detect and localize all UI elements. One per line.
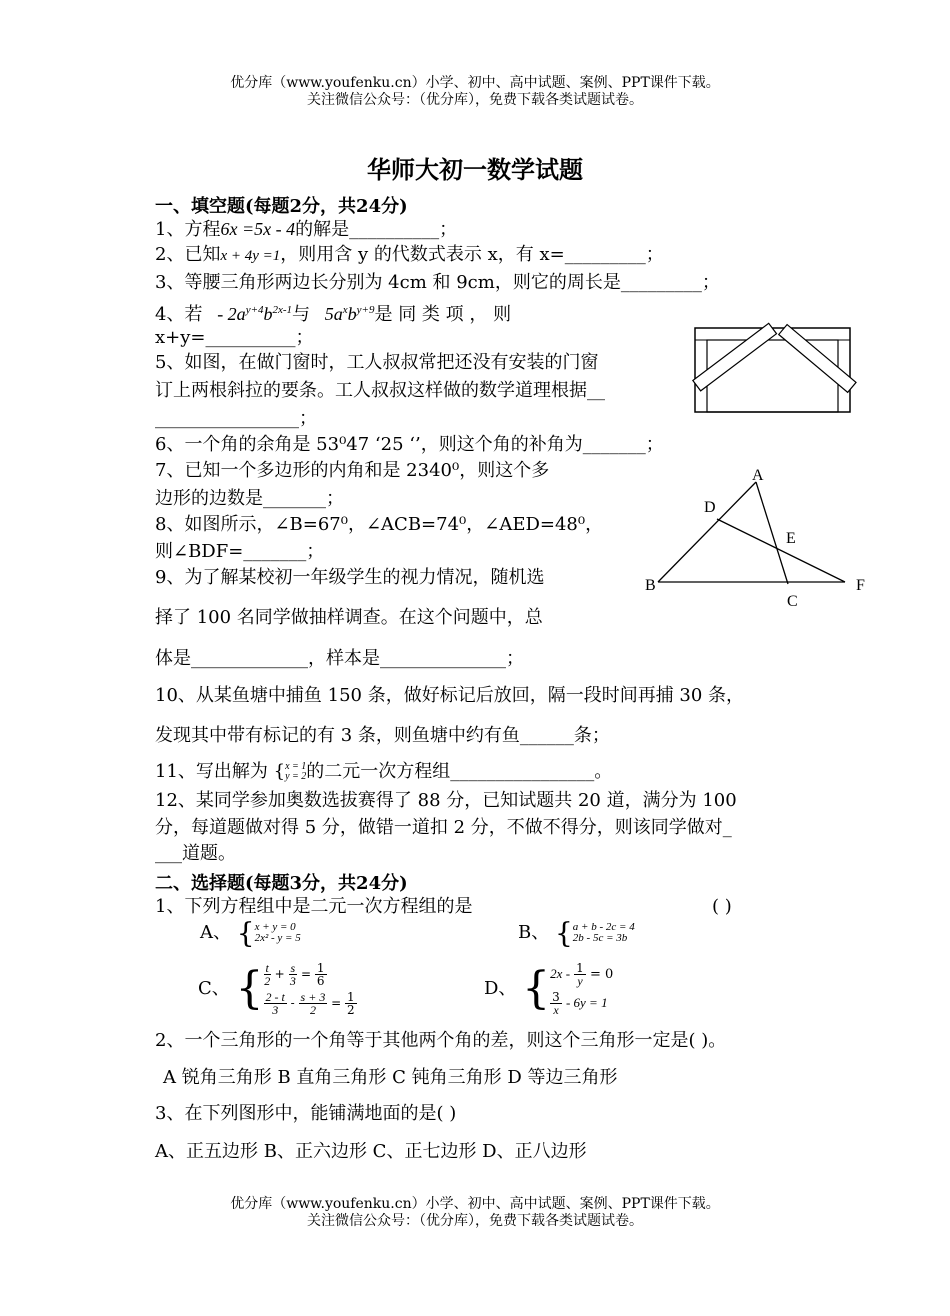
q2-text-a: 2、已知 <box>155 244 221 265</box>
option-b: B、 { a + b - 2c = 4 2b - 5c = 3b <box>518 916 635 950</box>
option-a-eq-2: 2x² - y = 5 <box>254 932 301 944</box>
option-d-r1-a: 2x - <box>550 966 571 981</box>
q11-text-a: 11、写出解为 <box>155 761 268 782</box>
q2-equation: x + 4y =1 <box>220 248 281 264</box>
option-c-r1-a-den: 2 <box>264 974 271 988</box>
question-1-7-a: 7、已知一个多边形的内角和是 2340⁰，则这个多 <box>155 460 550 481</box>
option-c-r2-c-den: 2 <box>347 1003 355 1017</box>
q4-mid: 与 <box>292 304 311 325</box>
question-1-2 <box>155 244 664 267</box>
question-1-12-a: 12、某同学参加奥数选拔赛得了 88 分，已知试题共 20 道，满分为 100 <box>155 790 737 811</box>
q4-term-1: - 2a <box>217 304 246 324</box>
option-d: D、 { 2x - $\frac{1}{y}$ = 0 $\frac{3}{x}$ - 6y = 1 <box>484 961 614 1017</box>
question-2-3-options: A、正五边形 B、正六边形 C、正七边形 D、正八边形 <box>155 1141 587 1162</box>
option-c-r2-c-num: 1 <box>347 990 355 1004</box>
question-1-4 <box>155 299 675 326</box>
question-1-9-b: 择了 100 名同学做抽样调查。在这个问题中，总 <box>155 607 543 628</box>
section-2-heading: 二、选择题(每题3分，共24分) <box>155 873 408 894</box>
question-1-4-cont: x+y=__________； <box>155 327 314 348</box>
question-1-8-a: 8、如图所示，∠B=67⁰，∠ACB=74⁰，∠AED=48⁰， <box>155 514 604 535</box>
q11-text-b: 的二元一次方程组________________。 <box>306 761 613 782</box>
footer-line-1: 优分库（www.youfenku.cn）小学、初中、高中试题、案例、PPT课件下载。 <box>230 1196 720 1212</box>
question-1-7-b: 边形的边数是_______； <box>155 488 344 509</box>
option-d-r1-num: 1 <box>576 961 584 975</box>
brace-left <box>693 323 777 391</box>
question-1-3: 3、等腰三角形两边长分别为 4cm 和 9cm，则它的周长是_________； <box>155 272 720 293</box>
q4-term-4: b <box>347 304 357 324</box>
option-c: C、 { $\frac{t}{2}$ + $\frac{s}{3}$ = $\frac{1}{6}$ $\frac{2 - t}{3}$ - $\frac{s + 3}{2}$ = $\frac{1}{2}$ <box>198 961 355 1017</box>
option-a-label: A、 <box>200 922 231 943</box>
question-2-1: 1、下列方程组中是二元一次方程组的是 <box>155 896 473 917</box>
label-C: C <box>787 593 798 610</box>
option-d-r1-b: = 0 <box>589 967 614 982</box>
q4-text-b: 是 同 类 项 ， 则 <box>374 304 512 325</box>
q1-text-b: 的解是__________； <box>295 219 458 240</box>
option-c-r1-a-num: t <box>265 961 269 975</box>
question-1-12-c: ___道题。 <box>155 843 236 864</box>
q4-term-2: b <box>263 304 273 324</box>
option-b-eq-1: a + b - 2c = 4 <box>572 921 635 933</box>
option-d-label: D、 <box>484 978 517 999</box>
option-c-r2-a-num: 2 - t <box>265 990 285 1004</box>
label-A: A <box>752 467 764 484</box>
q4-exp-3: x <box>342 304 348 316</box>
question-1-10-b: 发现其中带有标记的有 3 条，则鱼塘中约有鱼______条； <box>155 725 610 746</box>
option-b-eq-2: 2b - 5c = 3b <box>572 932 628 944</box>
option-c-r2-b-num: s + 3 <box>300 990 326 1004</box>
question-1-11 <box>155 761 612 783</box>
brace-right <box>779 325 856 393</box>
label-D: D <box>704 499 716 516</box>
header-line-2: 关注微信公众号：（优分库），免费下载各类试题试卷。 <box>307 92 643 108</box>
option-c-r1-c-den: 6 <box>316 974 325 988</box>
option-d-r1-den: y <box>577 974 583 988</box>
option-c-r2-a-den: 3 <box>272 1003 279 1017</box>
question-1-9-a: 9、为了解某校初一年级学生的视力情况，随机选 <box>155 567 545 588</box>
option-c-label: C、 <box>198 978 230 999</box>
segment-DF <box>717 519 845 582</box>
q2-text-b: ，则用含 y 的代数式表示 x，有 x=_________； <box>280 244 664 265</box>
option-d-r2-den: x <box>553 1003 559 1017</box>
segment-AB <box>658 482 756 582</box>
question-2-2: 2、一个三角形的一个角等于其他两个角的差，则这个三角形一定是( )。 <box>155 1030 727 1051</box>
q1-text-a: 1、方程 <box>155 219 221 240</box>
q11-system: { x = 1 y = 2 <box>273 761 307 782</box>
question-1-10-a: 10、从某鱼塘中捕鱼 150 条，做好标记后放回，隔一段时间再捕 30 条， <box>155 685 745 706</box>
q11-sys-line-2: y = 2 <box>285 771 307 782</box>
option-c-r1-c-num: 1 <box>316 961 325 975</box>
q1-equation: 6x =5x - 4 <box>220 219 296 239</box>
page-title: 华师大初一数学试题 <box>367 156 583 184</box>
q4-exp-1: y+4 <box>245 304 264 316</box>
section-1-heading: 一、填空题(每题2分，共24分) <box>155 196 408 217</box>
question-2-2-options: A 锐角三角形 B 直角三角形 C 钝角三角形 D 等边三角形 <box>163 1067 618 1088</box>
option-d-r2-b: - 6y = 1 <box>565 995 608 1010</box>
option-a-eq-1: x + y = 0 <box>254 921 296 933</box>
question-1-5-c: ________________； <box>155 408 317 429</box>
question-1-9-c: 体是_____________，样本是______________； <box>155 648 524 669</box>
question-1-5-a: 5、如图，在做门窗时，工人叔叔常把还没有安装的门窗 <box>155 352 599 373</box>
question-1-1 <box>155 218 457 241</box>
option-a: A、 { x + y = 0 2x² - y = 5 <box>200 916 301 950</box>
option-d-r2-num: 3 <box>552 990 560 1004</box>
q4-term-3: 5a <box>324 304 343 324</box>
question-1-12-b: 分，每道题做对得 5 分，做错一道扣 2 分，不做不得分，则该同学做对_ <box>155 817 732 838</box>
q4-exp-4: y+9 <box>356 304 375 316</box>
header-line-1: 优分库（www.youfenku.cn）小学、初中、高中试题、案例、PPT课件下载。 <box>230 75 720 91</box>
question-1-8-b: 则∠BDF=_______； <box>155 541 325 562</box>
label-B: B <box>645 577 656 594</box>
triangle-figure <box>640 462 880 612</box>
q4-text-a: 4、若 <box>155 304 203 325</box>
question-1-6: 6、一个角的余角是 53⁰47 ‘25 ‘’，则这个角的补角为_______； <box>155 434 664 455</box>
window-frame-figure <box>690 320 860 415</box>
option-b-label: B、 <box>518 922 550 943</box>
option-c-r1-b-den: 3 <box>289 974 296 988</box>
q11-sys-line-1: x = 1 <box>285 761 307 772</box>
question-2-1-paren: ( ) <box>712 896 732 917</box>
question-1-5-b: 订上两根斜拉的要条。工人叔叔这样做的数学道理根据__ <box>155 380 605 401</box>
label-F: F <box>856 577 865 594</box>
footer-line-2: 关注微信公众号：（优分库），免费下载各类试题试卷。 <box>307 1213 643 1229</box>
segment-AC <box>756 482 788 584</box>
option-c-r1-b-num: s <box>290 961 296 975</box>
label-E: E <box>786 530 796 547</box>
question-2-3: 3、在下列图形中，能铺满地面的是( ) <box>155 1103 457 1124</box>
q4-exp-2: 2x-1 <box>272 304 293 316</box>
option-c-r2-b-den: 2 <box>309 1003 316 1017</box>
